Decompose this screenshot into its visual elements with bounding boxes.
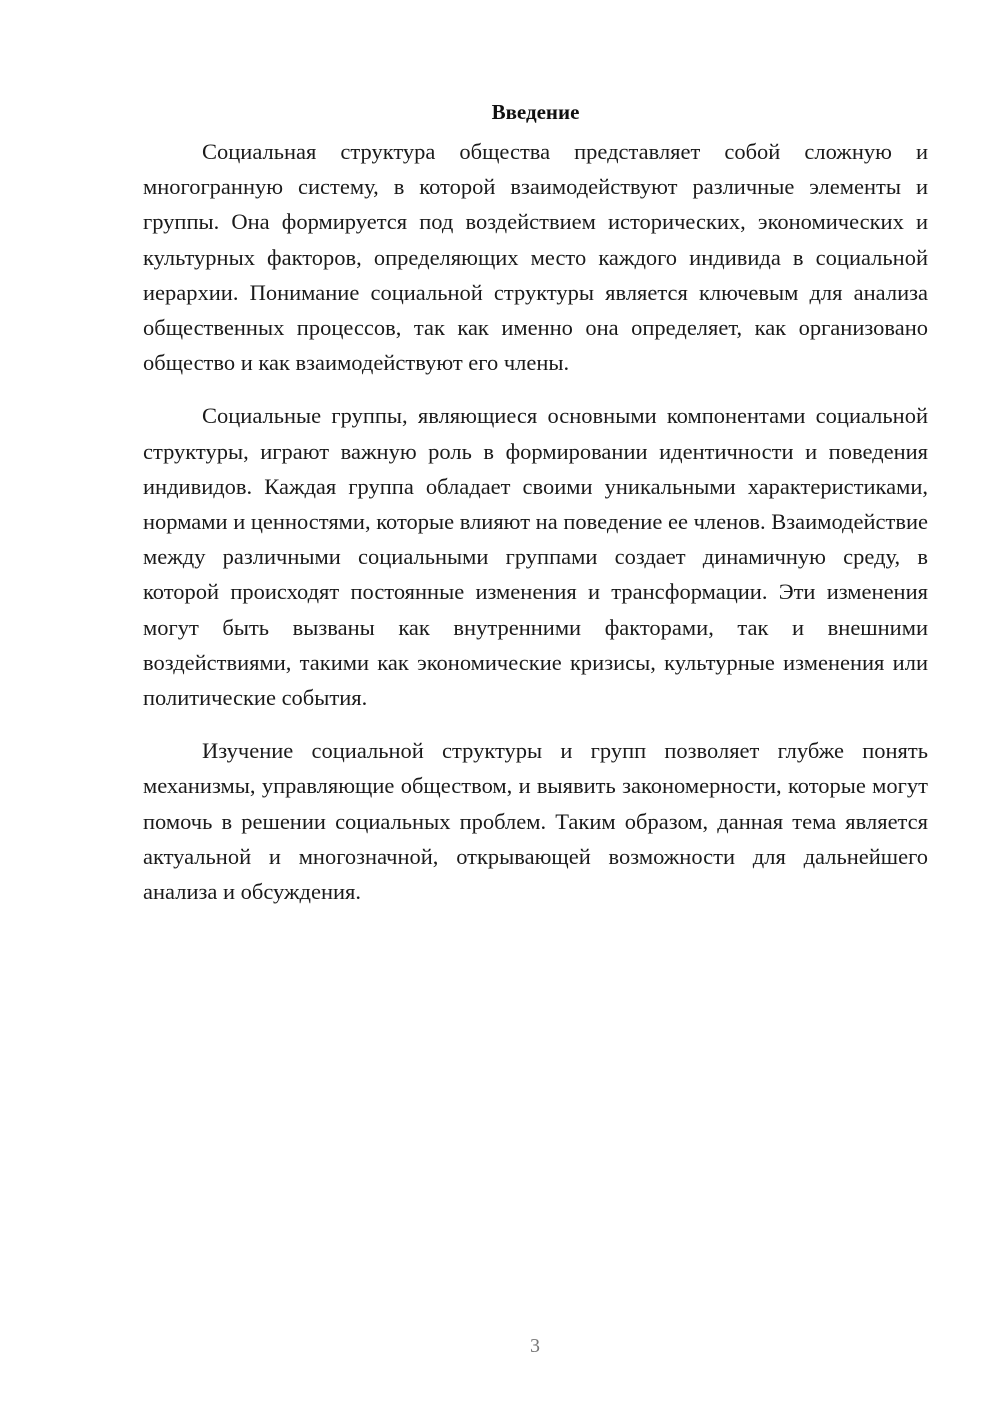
paragraph-3: Изучение социальной структуры и групп позволяет глубже понять механизмы, управляющие обществом, и выявить закономерности, которые могут помочь в решении социальных проблем. Таким образом, данная тема является актуальной и многозначной, открывающей возможности для дальнейшего анализа и обсуждения. bbox=[143, 738, 928, 905]
paragraph-2: Социальные группы, являющиеся основными компонентами социальной структуры, играют важную роль в формировании идентичности и поведения индивидов. Каждая группа обладает своими уникальными характеристиками, нормами и ценностями, которые влияют на поведение ее членов. Взаимодействие между различными социальными группами создает динамичную среду, в которой происходят постоянные изменения и трансформации. Эти изменения могут быть вызваны как внутренними факторами, так и внешними воздействиями, такими как экономические кризисы, культурные изменения или политические события. bbox=[143, 403, 928, 711]
section-title: Введение bbox=[491, 100, 580, 124]
page-number: 3 bbox=[530, 1335, 540, 1357]
paragraph-1: Социальная структура общества представляет собой сложную и многогранную систему, в которой взаимодействуют различные элементы и группы. Она формируется под воздействием исторических, экономических и культурных факторов, определяющих место каждого индивида в социальной иерархии. Понимание социальной структуры является ключевым для анализа общественных процессов, так как именно она определяет, как организовано общество и как взаимодействуют его члены. bbox=[143, 139, 928, 376]
page-content bbox=[143, 98, 928, 927]
